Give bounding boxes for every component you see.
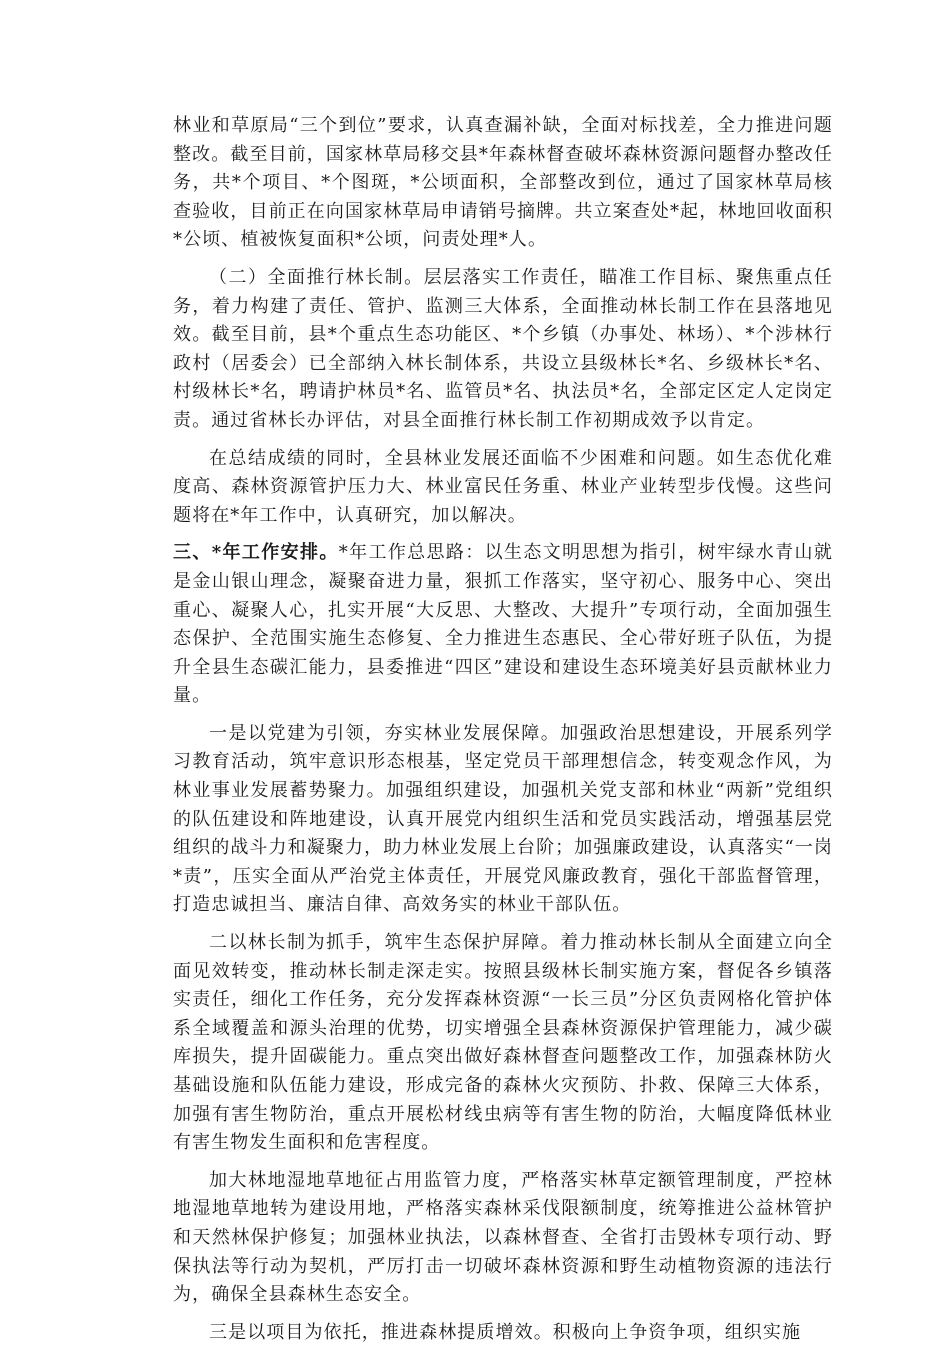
paragraph-projects: 三是以项目为依托，推进森林提质增效。积极向上争资争项，组织实施 bbox=[209, 1321, 802, 1343]
paragraph-rectification: 林业和草原局“三个到位”要求，认真查漏补缺，全面对标找差，全力推进问题整改。截至目前，国家林草局移交县*年森林督查破坏森林资源问题督办整改任务，共*个项目、*个图斑，*公顷面积，全部整改到位，通过了国家林草局核查验收，目前正在向国家林草局申请销号摘牌。共立案查处*起，林地回收面积*公顷、植被恢复面积*公顷，问责处理*人。 bbox=[173, 115, 833, 251]
paragraph-party-building: 一是以党建为引领，夯实林业发展保障。加强政治思想建设，开展系列学习教育活动，筑牢意识形态根基，坚定党员干部理想信念，转变观念作风，为林业事业发展蓄势聚力。加强组织建设，加强机关党支部和林业“两新”党组织的队伍建设和阵地建设，认真开展党内组织生活和党员实践活动，增强基层党组织的战斗力和凝聚力，助力林业发展上台阶；加强廉政建设，认真落实“一岗*责”，压实全面从严治党主体责任，开展党风廉政教育，强化干部监督管理，打造忠诚担当、廉洁自律、高效务实的林业干部队伍。 bbox=[173, 722, 833, 916]
paragraph-supervision: 加大林地湿地草地征占用监管力度，严格落实林草定额管理制度，严控林地湿地草地转为建设用地，严格落实森林采伐限额制度，统筹推进公益林管护和天然林保护修复；加强林业执法，以森林督查、全省打击毁林专项行动、野保执法等行动为契机，严厉打击一切破坏森林资源和野生动植物资源的违法行为，确保全县森林生态安全。 bbox=[173, 1169, 833, 1306]
paragraph-forest-chief-system: （二）全面推行林长制。层层落实工作责任，瞄准工作目标、聚焦重点任务，着力构建了责任、管护、监测三大体系，全面推动林长制工作在县落地见效。截至目前，县*个重点生态功能区、*个乡镇（办事处、林场）、*个涉林行政村（居委会）已全部纳入林长制体系，共设立县级林长*名、乡级林长*名、村级林长*名，聘请护林员*名、监管员*名、执法员*名，全部定区定人定岗定责。通过省林长办评估，对县全面推行林长制工作初期成效予以肯定。 bbox=[173, 266, 833, 431]
document-body bbox=[173, 112, 833, 1356]
paragraph-forest-chief-handle: 二以林长制为抓手，筑牢生态保护屏障。着力推动林长制从全面建立向全面见效转变，推动林长制走深走实。按照县级林长制实施方案，督促各乡镇落实责任，细化工作任务，充分发挥森林资源“一长三员”分区负责网格化管护体系全域覆盖和源头治理的优势，切实增强全县森林资源保护管理能力，减少碳库损失，提升固碳能力。重点突出做好森林督查问题整改工作，加强森林防火基础设施和队伍能力建设，形成完备的森林火灾预防、扑救、保障三大体系，加强有害生物防治，重点开展松材线虫病等有害生物的防治，大幅度降低林业有害生物发生面积和危害程度。 bbox=[173, 932, 833, 1154]
paragraph-section-three bbox=[173, 539, 833, 711]
paragraph-problems: 在总结成绩的同时，全县林业发展还面临不少困难和问题。如生态优化难度高、森林资源管护压力大、林业富民任务重、林业产业转型步伐慢。这些问题将在*年工作中，认真研究，加以解决。 bbox=[173, 447, 833, 526]
section-three-body: *年工作总思路：以生态文明思想为指引，树牢绿水青山就是金山银山理念，凝聚奋进力量，狠抓工作落实，坚守初心、服务中心、突出重心、凝聚人心，扎实开展“大反思、大整改、大提升”专项行动，全面加强生态保护、全范围实施生态修复、全力推进生态惠民、全心带好班子队伍，为提升全县生态碳汇能力，县委推进“四区”建设和建设生态环境美好县贡献林业力量。 bbox=[173, 542, 833, 707]
section-three-heading: 三、*年工作安排。 bbox=[173, 542, 339, 564]
